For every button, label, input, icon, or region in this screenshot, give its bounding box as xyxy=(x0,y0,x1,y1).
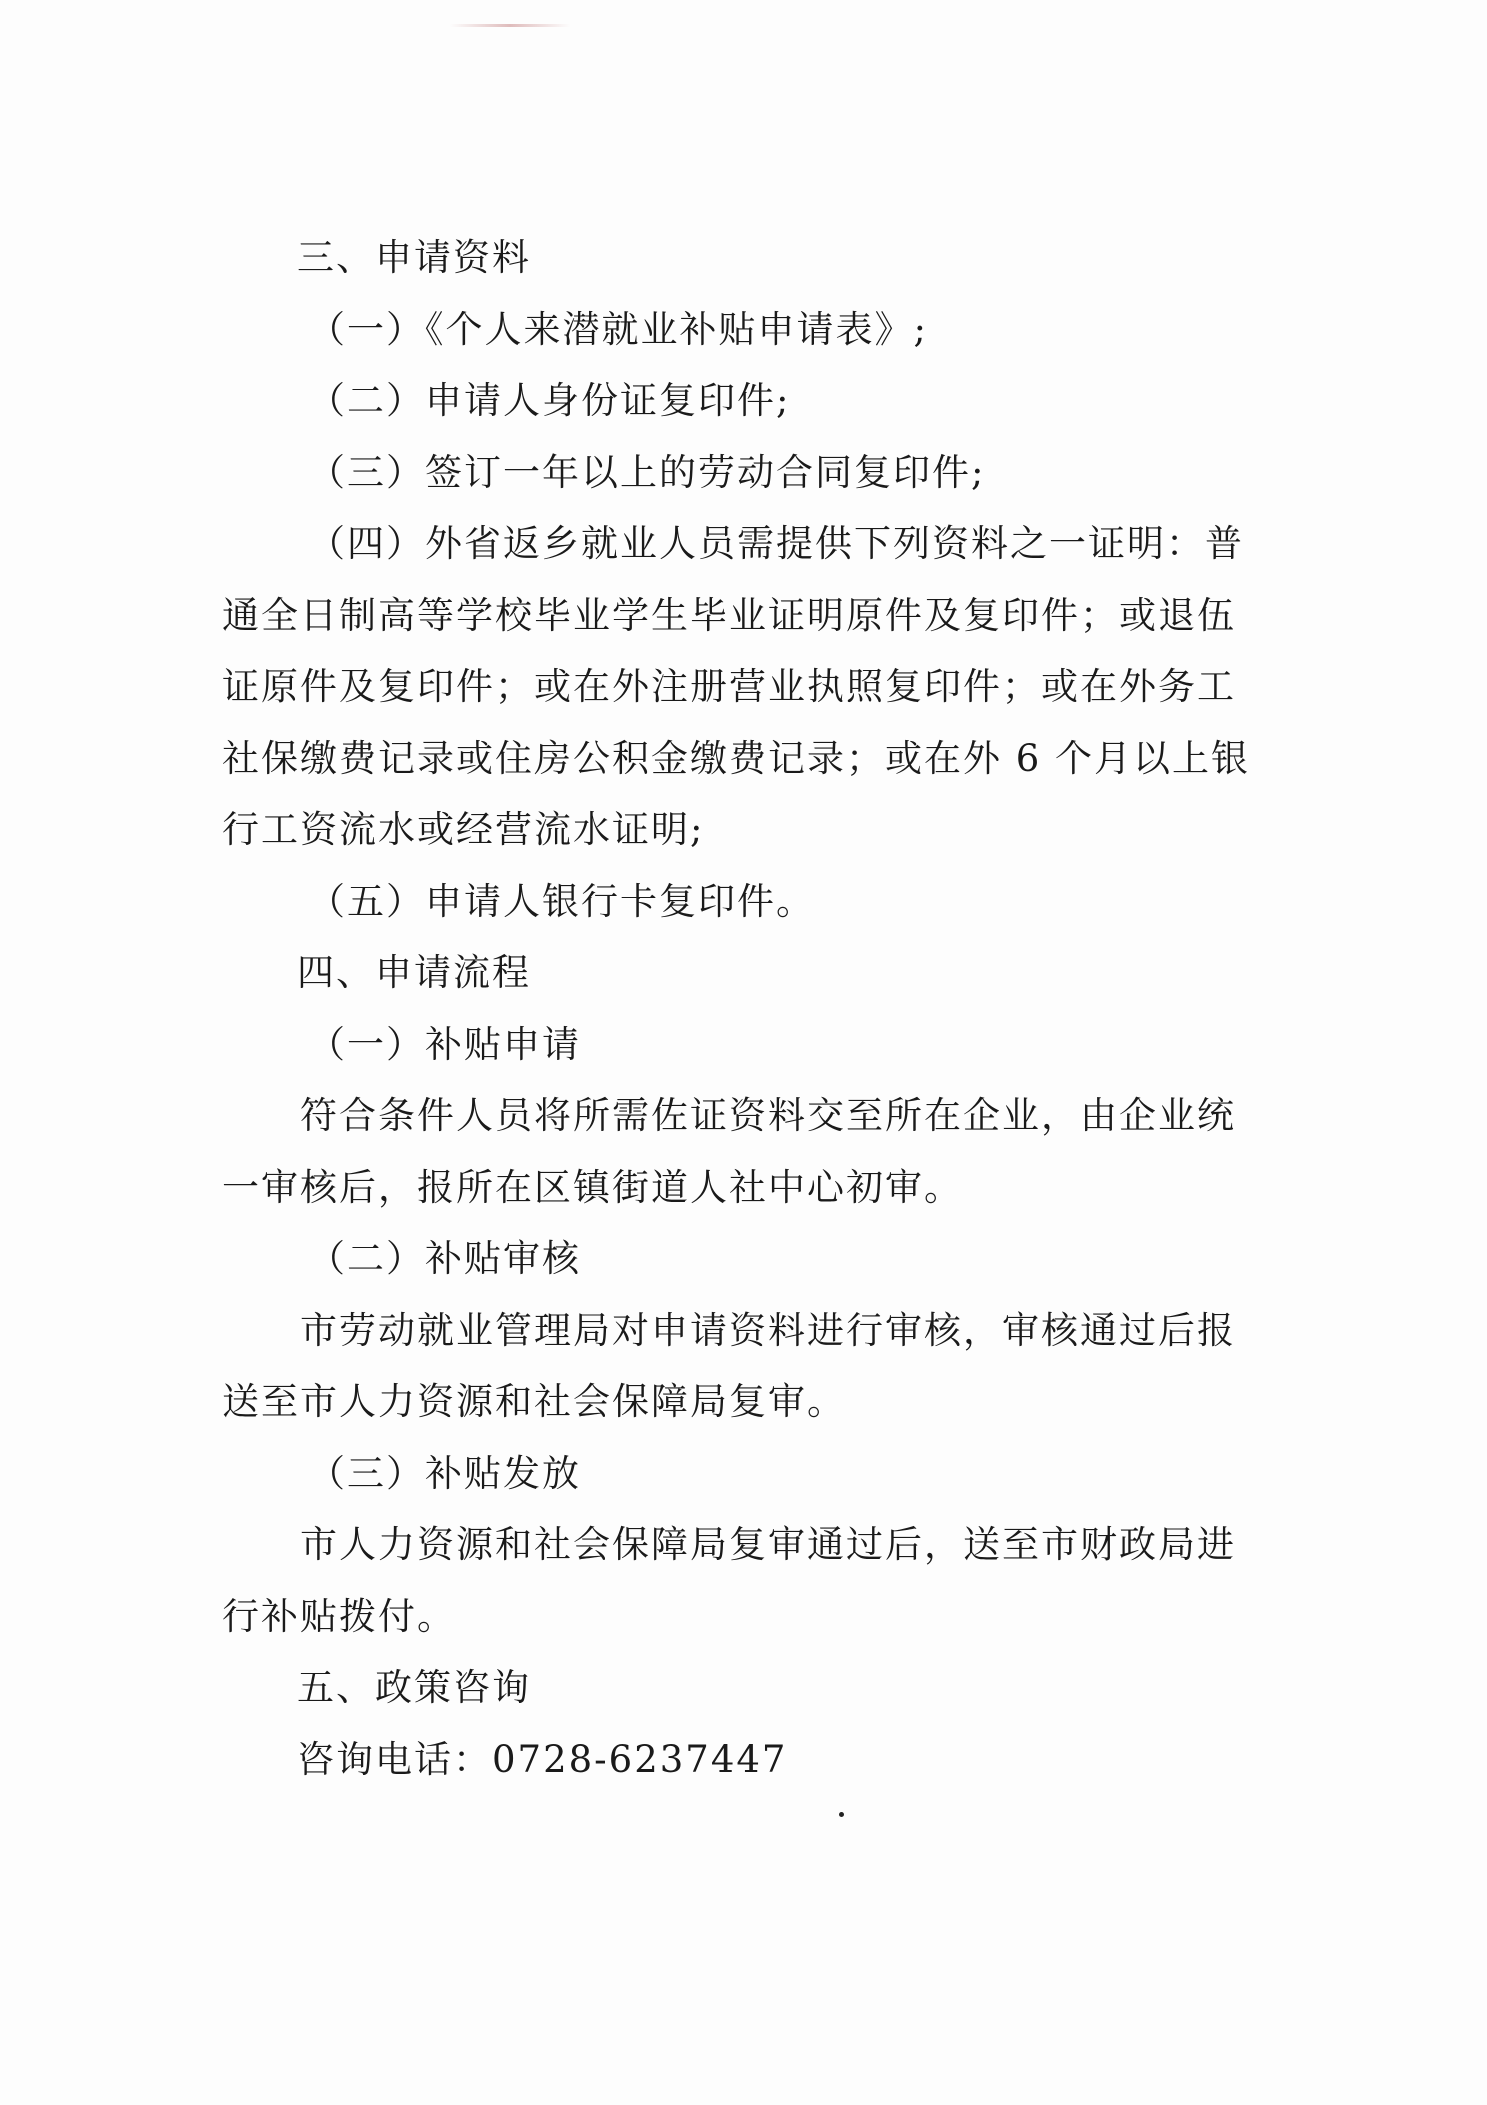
consultation-phone: 咨询电话：0728-6237447 xyxy=(297,1737,788,1781)
scan-dot xyxy=(839,1812,844,1817)
process-step-3-line-1: 市人力资源和社会保障局复审通过后，送至市财政局进 xyxy=(300,1523,1236,1566)
material-item-4-line-1: （四）外省返乡就业人员需提供下列资料之一证明：普 xyxy=(308,522,1244,565)
material-item-5: （五）申请人银行卡复印件。 xyxy=(308,879,815,923)
material-item-3: （三）签订一年以上的劳动合同复印件; xyxy=(308,450,986,494)
material-item-4-line-3: 证原件及复印件；或在外注册营业执照复印件；或在外务工 xyxy=(222,665,1236,708)
section-heading-consultation: 五、政策咨询 xyxy=(297,1666,531,1709)
process-step-2-line-1: 市劳动就业管理局对申请资料进行审核，审核通过后报 xyxy=(300,1308,1236,1352)
material-item-1: （一）《个人来潜就业补贴申请表》; xyxy=(308,307,928,351)
document-body xyxy=(222,222,1272,1795)
process-step-1-title: （一）补贴申请 xyxy=(308,1022,581,1066)
process-step-1-line-2: 一审核后，报所在区镇街道人社中心初审。 xyxy=(222,1165,963,1209)
material-item-4-line-5: 行工资流水或经营流水证明; xyxy=(222,808,705,851)
section-heading-process: 四、申请流程 xyxy=(297,951,531,994)
material-item-4-line-4: 社保缴费记录或住房公积金缴费记录；或在外 6 个月以上银 xyxy=(222,736,1251,780)
section-heading-materials: 三、申请资料 xyxy=(297,236,531,279)
process-step-3-title: （三）补贴发放 xyxy=(308,1451,581,1495)
process-step-3-line-2: 行补贴拨付。 xyxy=(222,1594,456,1638)
process-step-2-title: （二）补贴审核 xyxy=(308,1237,581,1280)
scan-artifact xyxy=(450,24,570,27)
material-item-4-line-2: 通全日制高等学校毕业学生毕业证明原件及复印件；或退伍 xyxy=(222,593,1236,637)
process-step-2-line-2: 送至市人力资源和社会保障局复审。 xyxy=(222,1380,846,1423)
material-item-2: （二）申请人身份证复印件; xyxy=(308,379,791,422)
process-step-1-line-1: 符合条件人员将所需佐证资料交至所在企业，由企业统 xyxy=(300,1094,1236,1137)
